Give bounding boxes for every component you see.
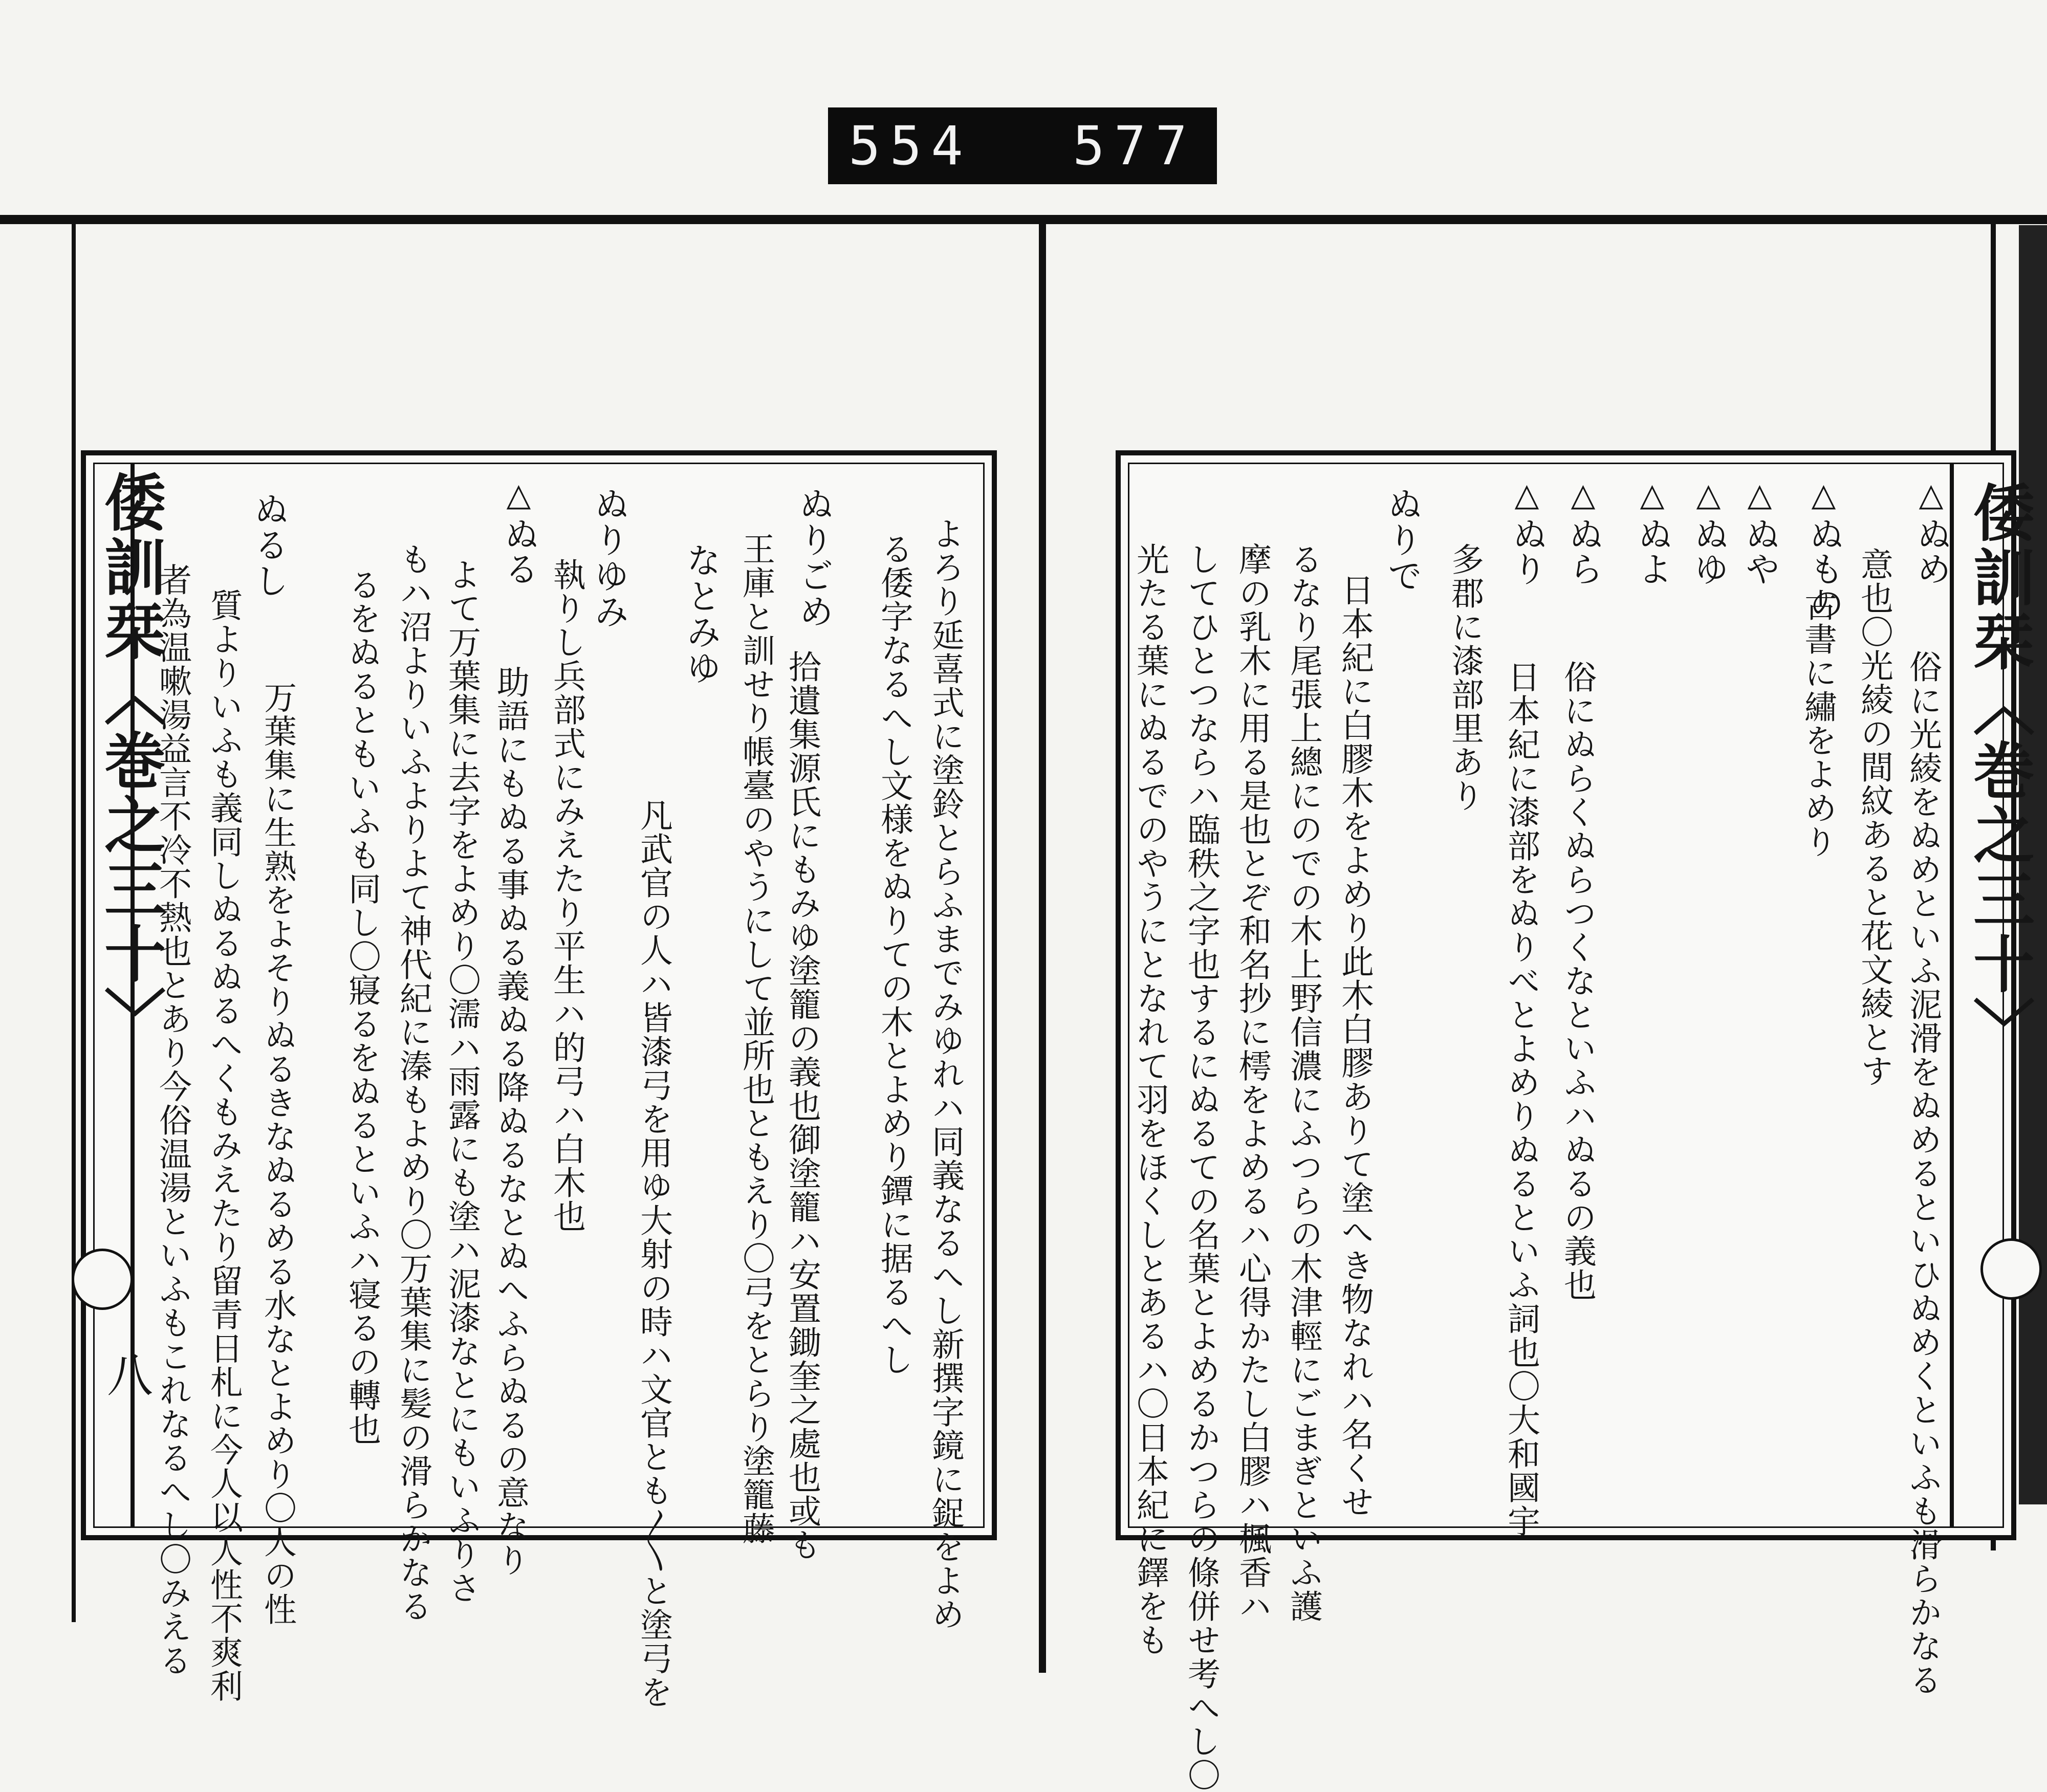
- triangle-mark-icon: △: [1634, 476, 1671, 513]
- headword-column: △ぬら: [1563, 476, 1603, 586]
- triangle-mark-icon: △: [1912, 476, 1950, 513]
- headword-column: △ぬめ: [1911, 476, 1951, 586]
- headword-column: ぬりで: [1382, 486, 1422, 594]
- headword-column: なとみゆ: [681, 542, 721, 686]
- right-spine-rule: [1950, 463, 1954, 1527]
- headword-column: △ぬもの: [1803, 476, 1844, 621]
- right-spine-title: 倭訓栞〈巻之三十〉: [1963, 481, 2035, 1061]
- book-top-edge: [0, 215, 2047, 224]
- headword-column: ぬるし: [248, 491, 289, 599]
- text-column: る倭字なるへし文様をぬりての木とよめり鐔に据るへし: [875, 532, 913, 1376]
- text-column: 凡武官の人ハ皆漆弓を用ゆ大射の時ハ文官とも〳〵と塗弓を: [635, 798, 672, 1709]
- headword-column: △ぬよ: [1632, 476, 1672, 586]
- left-tab-circle: [72, 1249, 133, 1310]
- headword-column: ぬりゆみ: [589, 486, 629, 629]
- text-column: よろり延喜式に塗鈴とらふまでみゆれハ同義なるへし新撰字鏡に鋜をよめ: [926, 517, 964, 1631]
- triangle-mark-icon: △: [1508, 476, 1545, 513]
- text-column: 者為温嗽湯益言不冷不熱也とあり今俗温湯といふもこれなるへし〇みえる: [154, 563, 191, 1677]
- text-column: 俗にぬらくぬらつくなといふハぬるの義也: [1558, 660, 1596, 1302]
- headword-column: ぬりごめ: [793, 486, 834, 629]
- frame-number-label: [828, 107, 1217, 184]
- headword-column: △ぬる: [498, 476, 539, 586]
- text-column: 光たる葉にぬるでのやうにとなれて羽をほくしとあるハ〇日本紀に鐸をも: [1131, 542, 1169, 1657]
- triangle-mark-icon: △: [1564, 476, 1602, 513]
- frame-number-right: 577: [1073, 115, 1196, 177]
- text-column: るをぬるともいふも同し〇寢るをぬるといふハ寝るの轉也: [343, 568, 381, 1446]
- text-column: 摩の乳木に用る是也とぞ和名抄に樗をよめるハ心得かたし白膠ハ楓香ハ: [1233, 542, 1271, 1623]
- book-gutter: [1039, 220, 1046, 1673]
- text-column: 執りし兵部式にみえたり平生ハ的弓ハ白木也: [548, 558, 585, 1233]
- headword-column: △ぬり: [1507, 476, 1547, 586]
- headword-column: △ぬゆ: [1688, 476, 1729, 586]
- text-column: 助語にもぬる事ぬる義ぬる降ぬるなとぬへふらぬるの意なり: [491, 665, 529, 1577]
- text-column: 多郡に漆部里あり: [1446, 542, 1484, 813]
- triangle-mark-icon: △: [1690, 476, 1727, 513]
- text-column: 万葉集に生熟をよそりぬるきなぬるめる水なとよめり〇人の性: [258, 681, 296, 1626]
- left-spine-title: 倭訓栞〈巻之三十〉: [94, 471, 166, 1051]
- text-column: してひとつならハ臨秩之字也するにぬるての名葉とよめるかつらの條併せ考へし〇: [1182, 542, 1220, 1792]
- text-column: 日本紀に漆部をぬりべとよめりぬるといふ詞也〇大和國宇: [1502, 660, 1540, 1538]
- headword-column: △ぬや: [1739, 476, 1780, 586]
- triangle-mark-icon: △: [1805, 476, 1842, 513]
- text-column: 俗に光綾をぬめといふ泥滑をぬめるといひぬめくといふも滑らかなる: [1904, 650, 1942, 1697]
- right-tab-circle: [1980, 1238, 2042, 1300]
- text-column: よて万葉集に去字をよめり〇濡ハ雨露にも塗ハ泥漆なとにもいふりさ: [443, 558, 481, 1605]
- text-column: 古書に繡をよめり: [1799, 588, 1837, 859]
- text-column: 日本紀に白膠木をよめり此木白膠ありて塗へき物なれハ名くせ: [1336, 573, 1374, 1519]
- triangle-mark-icon: △: [1741, 476, 1778, 513]
- triangle-mark-icon: △: [500, 476, 537, 513]
- left-page-edge: [72, 220, 76, 1622]
- frame-number-left: 554: [848, 115, 972, 177]
- text-column: 王庫と訓せり帳臺のやうにして並所也ともえり〇弓をとらり塗籠藤: [737, 532, 775, 1545]
- text-column: 質よりいふも義同しぬるぬるへくもみえたり留青日札に今人以人性不爽利: [205, 588, 243, 1703]
- text-column: もハ沼よりいふよりよて神代紀に溱もよめり〇万葉集に髪の滑らかなる: [394, 542, 432, 1623]
- text-column: 拾遺集源氏にもみゆ塗籠の義也御塗籠ハ安置鋤奎之處也或も: [783, 650, 821, 1562]
- left-folio: 八: [99, 1351, 153, 1397]
- text-column: るなり尾張上總にのでの木上野信濃にふつらの木津輕にごまぎといふ護: [1284, 542, 1322, 1623]
- text-column: 意也〇光綾の間紋あると花文綾とす: [1855, 548, 1893, 1088]
